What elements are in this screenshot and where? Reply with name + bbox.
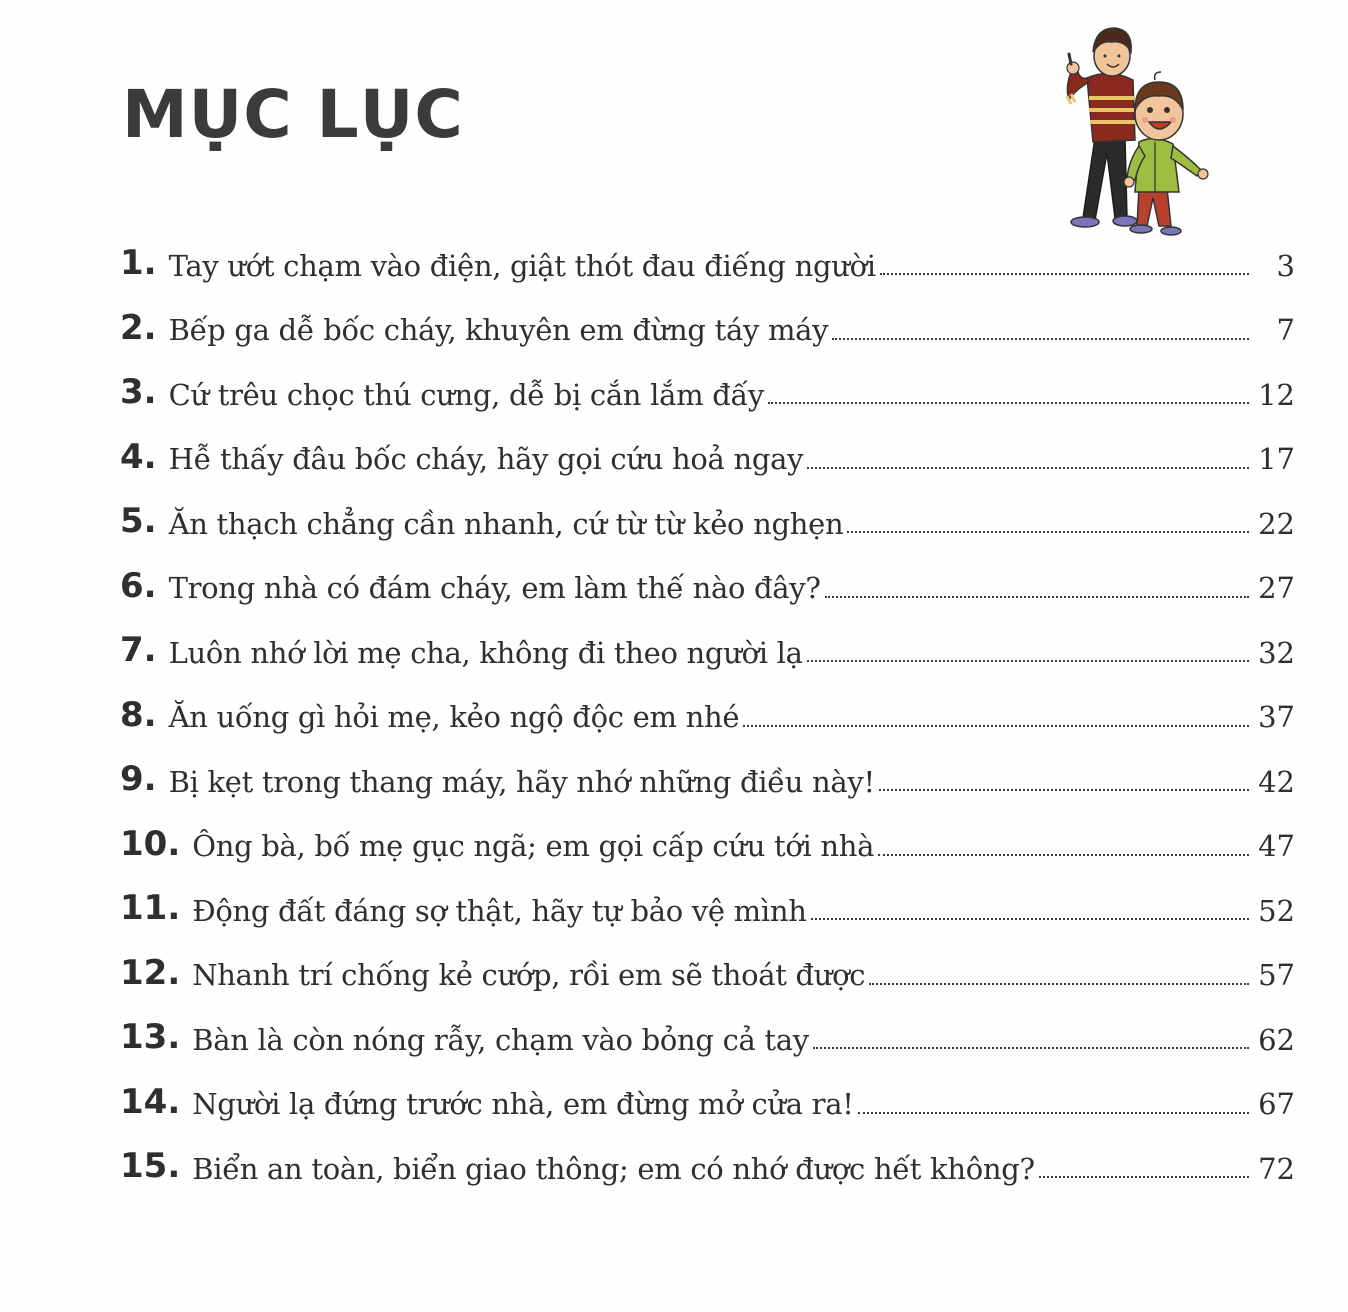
toc-entry-number: 10. xyxy=(120,823,181,864)
toc-entry-5[interactable] xyxy=(120,490,1295,542)
toc-entry-14[interactable] xyxy=(120,1071,1295,1123)
dot-leader xyxy=(878,854,1249,856)
toc-entry-page: 67 xyxy=(1258,1087,1295,1122)
dot-leader xyxy=(807,660,1249,662)
toc-entry-7[interactable] xyxy=(120,619,1295,671)
toc-entry-13[interactable] xyxy=(120,1006,1295,1058)
toc-entry-title: Tay ướt chạm vào điện, giật thót đau điếng người xyxy=(168,248,876,283)
toc-entry-title: Người lạ đứng trước nhà, em đừng mở cửa ra! xyxy=(192,1087,854,1122)
toc-entry-page: 27 xyxy=(1258,571,1295,606)
dot-leader xyxy=(858,1112,1249,1114)
toc-entry-4[interactable] xyxy=(120,426,1295,478)
page-title: MỤC LỤC xyxy=(122,76,464,153)
dot-leader xyxy=(743,725,1249,727)
toc-entry-number: 15. xyxy=(120,1146,181,1187)
toc-entry-page: 3 xyxy=(1276,248,1295,283)
toc-entry-title: Hễ thấy đâu bốc cháy, hãy gọi cứu hoả ngay xyxy=(168,442,804,477)
toc-entry-page: 47 xyxy=(1258,829,1295,864)
toc-entry-number: 5. xyxy=(120,501,157,542)
dot-leader xyxy=(768,402,1249,404)
toc-entry-3[interactable] xyxy=(120,361,1295,413)
dot-leader xyxy=(880,273,1249,275)
two-children-illustration xyxy=(1055,18,1225,248)
dot-leader xyxy=(869,983,1249,985)
younger-boy-figure xyxy=(1124,72,1208,235)
toc-entry-title: Luôn nhớ lời mẹ cha, không đi theo người lạ xyxy=(168,635,803,670)
toc-entry-number: 1. xyxy=(120,243,157,284)
toc-entry-page: 22 xyxy=(1258,506,1295,541)
toc-entry-title: Biển an toàn, biển giao thông; em có nhớ được hết không? xyxy=(192,1151,1035,1186)
toc-entry-title: Bếp ga dễ bốc cháy, khuyên em đừng táy máy xyxy=(168,313,829,348)
toc-entry-title: Bị kẹt trong thang máy, hãy nhớ những điều này! xyxy=(168,764,875,799)
dot-leader xyxy=(847,531,1249,533)
toc-entry-1[interactable] xyxy=(120,232,1295,284)
toc-entry-number: 2. xyxy=(120,307,157,348)
toc-entry-6[interactable] xyxy=(120,555,1295,607)
toc-entry-title: Động đất đáng sợ thật, hãy tự bảo vệ mình xyxy=(192,893,807,928)
toc-entry-page: 72 xyxy=(1258,1151,1295,1186)
toc-entry-10[interactable] xyxy=(120,813,1295,865)
toc-entry-number: 13. xyxy=(120,1017,181,1058)
dot-leader xyxy=(879,789,1249,791)
toc-entry-page: 57 xyxy=(1258,958,1295,993)
dot-leader xyxy=(825,596,1249,598)
toc-entry-page: 37 xyxy=(1258,700,1295,735)
toc-entry-page: 42 xyxy=(1258,764,1295,799)
toc-entry-2[interactable] xyxy=(120,297,1295,349)
toc-entry-title: Ăn uống gì hỏi mẹ, kẻo ngộ độc em nhé xyxy=(168,700,740,735)
toc-entry-8[interactable] xyxy=(120,684,1295,736)
dot-leader xyxy=(811,918,1249,920)
dot-leader xyxy=(813,1047,1249,1049)
dot-leader xyxy=(807,467,1249,469)
toc-entry-title: Ăn thạch chẳng cần nhanh, cứ từ từ kẻo nghẹn xyxy=(168,506,844,541)
toc-entry-title: Nhanh trí chống kẻ cướp, rồi em sẽ thoát được xyxy=(192,958,866,993)
toc-entry-page: 7 xyxy=(1276,313,1295,348)
dot-leader xyxy=(832,338,1249,340)
toc-entry-page: 32 xyxy=(1258,635,1295,670)
toc-entry-number: 3. xyxy=(120,372,157,413)
dot-leader xyxy=(1039,1176,1249,1178)
toc-entry-number: 6. xyxy=(120,565,157,606)
toc-entry-number: 8. xyxy=(120,694,157,735)
toc-entry-page: 62 xyxy=(1258,1022,1295,1057)
toc-entry-15[interactable] xyxy=(120,1135,1295,1187)
toc-entry-title: Cứ trêu chọc thú cưng, dễ bị cắn lắm đấy xyxy=(168,377,765,412)
toc-entry-12[interactable] xyxy=(120,942,1295,994)
toc-entry-number: 9. xyxy=(120,759,157,800)
toc-entry-9[interactable] xyxy=(120,748,1295,800)
toc-entry-page: 12 xyxy=(1258,377,1295,412)
toc-entry-page: 17 xyxy=(1258,442,1295,477)
toc-entry-number: 14. xyxy=(120,1081,181,1122)
toc-entry-11[interactable] xyxy=(120,877,1295,929)
toc-entry-page: 52 xyxy=(1258,893,1295,928)
toc-entry-title: Bàn là còn nóng rẫy, chạm vào bỏng cả tay xyxy=(192,1022,809,1057)
toc-entry-number: 7. xyxy=(120,630,157,671)
toc-entry-number: 11. xyxy=(120,888,181,929)
toc-entry-number: 4. xyxy=(120,436,157,477)
toc-entry-title: Trong nhà có đám cháy, em làm thế nào đây? xyxy=(168,571,821,606)
toc-entry-title: Ông bà, bố mẹ gục ngã; em gọi cấp cứu tới nhà xyxy=(192,829,875,864)
older-boy-figure xyxy=(1067,28,1137,227)
toc-entry-number: 12. xyxy=(120,952,181,993)
